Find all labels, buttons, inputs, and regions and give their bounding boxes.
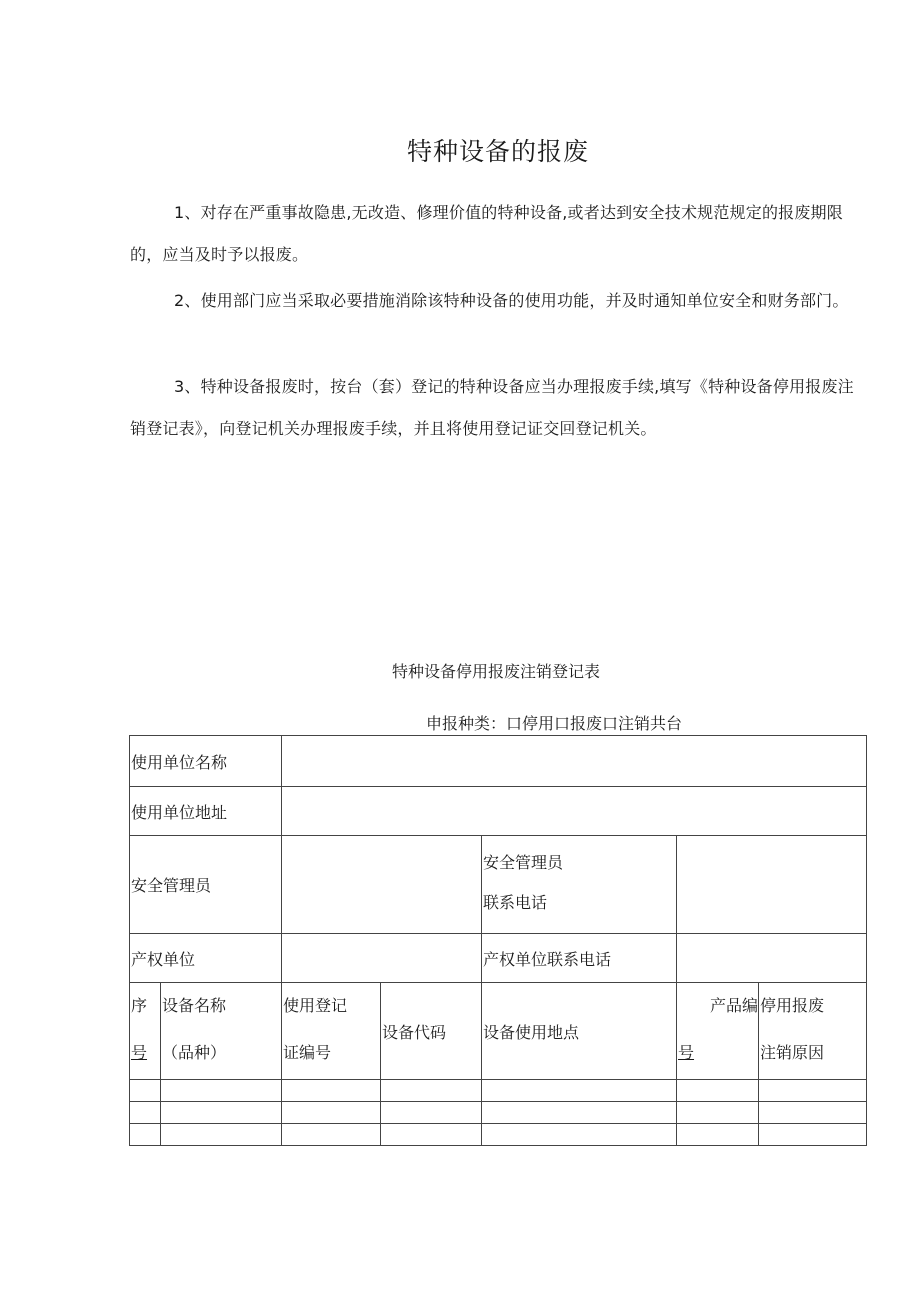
- table-cell[interactable]: [759, 1080, 867, 1102]
- header-device-code: 设备代码: [381, 983, 482, 1080]
- table-cell[interactable]: [381, 1102, 482, 1124]
- unit-address-label: 使用单位地址: [130, 787, 282, 836]
- unit-name-value-cell[interactable]: [282, 736, 867, 787]
- header-reason-line2: 注销原因: [760, 1043, 825, 1062]
- row-unit-address: [130, 787, 867, 836]
- row-unit-name: [130, 736, 867, 787]
- row-safety-manager: [130, 836, 867, 934]
- form-title: 特种设备停用报废注销登记表: [391, 662, 600, 681]
- header-reg-cert-line2: 证编号: [283, 1043, 332, 1062]
- table-cell[interactable]: [677, 1102, 759, 1124]
- table-cell[interactable]: [677, 1080, 759, 1102]
- header-product-no-line2: 号: [678, 1043, 695, 1062]
- row-owner: [130, 934, 867, 983]
- header-product-no: [677, 983, 759, 1080]
- header-reg-cert-line1: 使用登记: [283, 996, 348, 1015]
- table-row: [130, 1124, 867, 1146]
- safety-manager-phone-value-cell[interactable]: [677, 836, 867, 934]
- table-cell[interactable]: [677, 1124, 759, 1146]
- paragraph-2: 2、使用部门应当采取必要措施消除该特种设备的使用功能，并及时通知单位安全和财务部门。: [174, 291, 849, 310]
- header-reason-line1: 停用报废: [760, 996, 825, 1015]
- header-reg-cert: [282, 983, 381, 1080]
- header-seq-line2: 号: [131, 1043, 148, 1062]
- table-cell[interactable]: [482, 1124, 677, 1146]
- owner-label: 产权单位: [130, 934, 282, 983]
- table-cell[interactable]: [130, 1102, 161, 1124]
- table-cell[interactable]: [482, 1102, 677, 1124]
- header-product-no-line1: 产品编: [710, 996, 759, 1015]
- table-cell[interactable]: [381, 1124, 482, 1146]
- safety-manager-label: 安全管理员: [130, 836, 282, 934]
- header-device-name-line1: 设备名称: [162, 996, 227, 1015]
- table-cell[interactable]: [381, 1080, 482, 1102]
- unit-address-value-cell[interactable]: [282, 787, 867, 836]
- table-cell[interactable]: [130, 1124, 161, 1146]
- header-device-name-line2: （品种）: [162, 1043, 227, 1062]
- table-row: [130, 1102, 867, 1124]
- paragraph-1: 1、对存在严重事故隐患,无改造、修理价值的特种设备,或者达到安全技术规范规定的报废期限的，应当及时予以报废。: [130, 203, 843, 264]
- paragraph-3: 3、特种设备报废时，按台（套）登记的特种设备应当办理报废手续,填写《特种设备停用报废注销登记表》，向登记机关办理报废手续，并且将使用登记证交回登记机关。: [130, 377, 854, 438]
- table-cell[interactable]: [161, 1102, 282, 1124]
- page-title: 特种设备的报废: [406, 137, 589, 166]
- safety-manager-phone-label-line2: 联系电话: [483, 893, 548, 912]
- safety-manager-phone-label-line1: 安全管理员: [483, 853, 564, 872]
- header-device-name: [161, 983, 282, 1080]
- owner-phone-value-cell[interactable]: [677, 934, 867, 983]
- safety-manager-phone-label: [482, 836, 677, 934]
- table-cell[interactable]: [161, 1080, 282, 1102]
- table-cell[interactable]: [282, 1124, 381, 1146]
- header-seq: [130, 983, 161, 1080]
- header-reason: [759, 983, 867, 1080]
- table-cell[interactable]: [282, 1102, 381, 1124]
- table-cell[interactable]: [130, 1080, 161, 1102]
- row-column-headers: [130, 983, 867, 1080]
- table-cell[interactable]: [161, 1124, 282, 1146]
- unit-name-label: 使用单位名称: [130, 736, 282, 787]
- header-location: 设备使用地点: [482, 983, 677, 1080]
- table-cell[interactable]: [282, 1080, 381, 1102]
- owner-value-cell[interactable]: [282, 934, 482, 983]
- report-type-line: 申报种类：口停用口报废口注销共台: [426, 714, 683, 733]
- table-cell[interactable]: [759, 1102, 867, 1124]
- owner-phone-label: 产权单位联系电话: [482, 934, 677, 983]
- registration-table: [129, 735, 867, 1146]
- table-cell[interactable]: [759, 1124, 867, 1146]
- table-cell[interactable]: [482, 1080, 677, 1102]
- header-seq-line1: 序: [131, 996, 148, 1015]
- table-row: [130, 1080, 867, 1102]
- safety-manager-value-cell[interactable]: [282, 836, 482, 934]
